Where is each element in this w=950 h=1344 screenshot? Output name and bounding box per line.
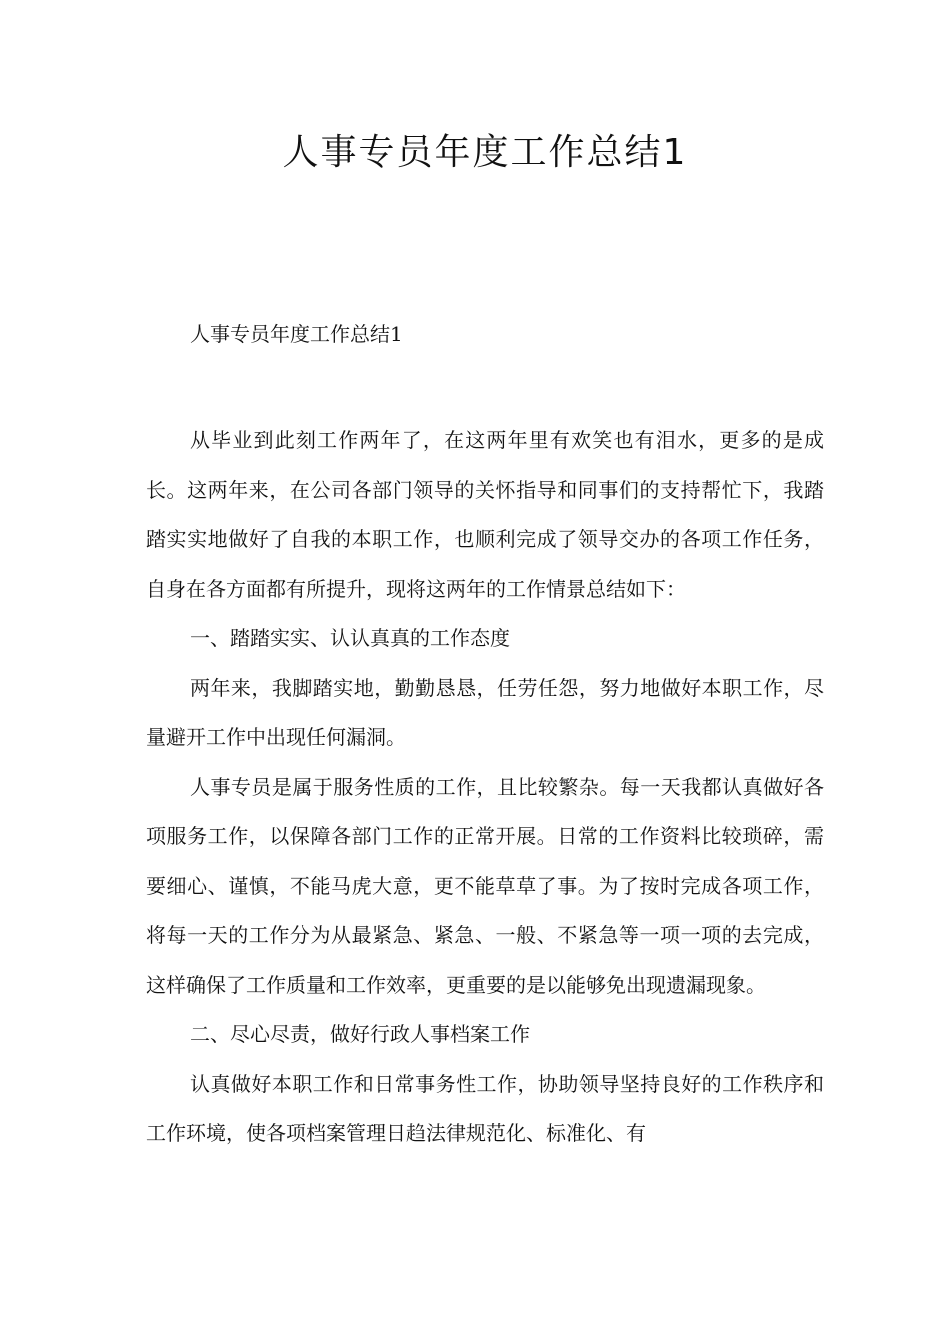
paragraph-2: 人事专员是属于服务性质的工作，且比较繁杂。每一天我都认真做好各项服务工作，以保障各部门工作的正常开展。日常的工作资料比较琐碎，需要细心、谨慎，不能马虎大意，更不能草草了事。为了按时完成各项工作，将每一天的工作分为从最紧急、紧急、一般、不紧急等一项一项的去完成，这样确保了工作质量和工作效率，更重要的是以能够免出现遗漏现象。 <box>146 774 824 997</box>
document-body <box>146 416 824 1159</box>
section-heading-2: 二、尽心尽责，做好行政人事档案工作 <box>190 1022 530 1047</box>
paragraph-1: 两年来，我脚踏实地，勤勤恳恳，任劳任怨，努力地做好本职工作，尽量避开工作中出现任何漏洞。 <box>146 675 824 750</box>
paragraph-intro: 从毕业到此刻工作两年了，在这两年里有欢笑也有泪水，更多的是成长。这两年来，在公司各部门领导的关怀指导和同事们的支持帮忙下，我踏踏实实地做好了自我的本职工作，也顺利完成了领导交办的各项工作任务，自身在各方面都有所提升，现将这两年的工作情景总结如下： <box>146 428 824 601</box>
section-heading-1: 一、踏踏实实、认认真真的工作态度 <box>190 626 510 651</box>
paragraph-3: 认真做好本职工作和日常事务性工作，协助领导坚持良好的工作秩序和工作环境，使各项档案管理日趋法律规范化、标准化、有 <box>146 1071 824 1146</box>
document-subtitle: 人事专员年度工作总结1 <box>190 322 403 347</box>
document-title: 人事专员年度工作总结1 <box>282 132 688 173</box>
